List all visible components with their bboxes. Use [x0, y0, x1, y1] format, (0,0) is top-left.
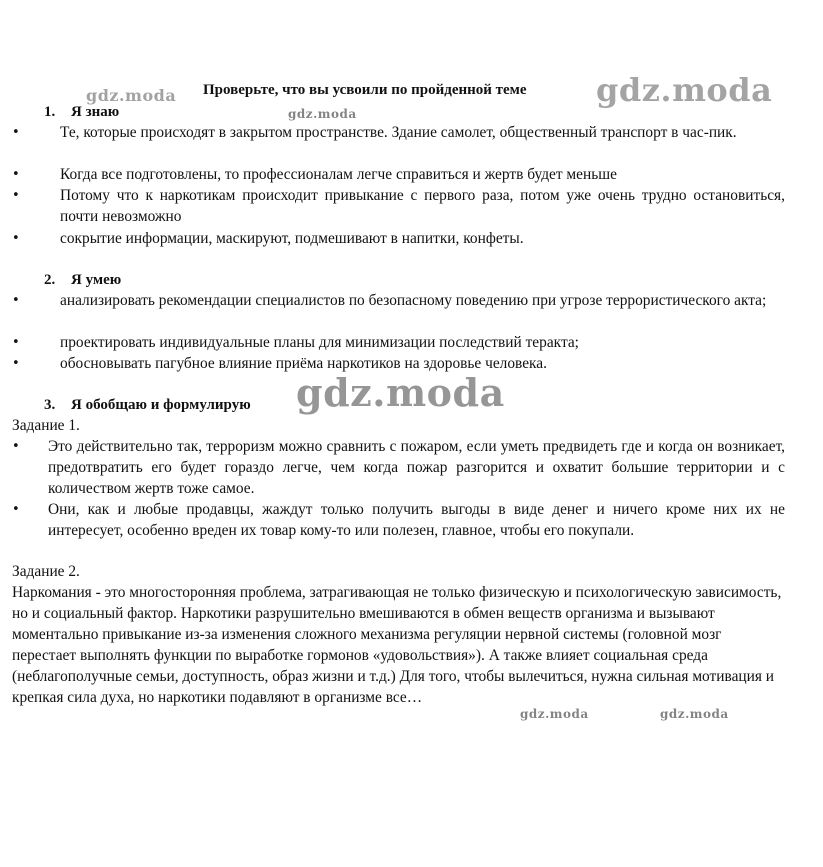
page-title: Проверьте, что вы усвоили по пройденной теме [203, 82, 527, 98]
list-item: • обосновывать пагубное влияние приёма наркотиков на здоровье человека. [12, 355, 547, 372]
bullet-icon: • [12, 356, 20, 371]
section-number: 2. [44, 272, 56, 288]
bullet-icon: • [12, 293, 20, 308]
list-item: • Это действительно так, терроризм можно сравнить с пожаром, если уметь предвидеть где и когда он возникает, предотвратить его будет гораздо легче, чем когда пожар разгорится и охватит большие территории и с количеством жертв тоже самое. [12, 438, 785, 497]
task1-label: Задание 1. [12, 417, 80, 434]
section-title: Я обобщаю и формулирую [71, 397, 251, 413]
section-can-heading [44, 270, 121, 291]
watermark: gdz.moda [660, 707, 729, 721]
bullet-icon: • [12, 335, 20, 350]
bullet-icon: • [12, 167, 20, 182]
bullet-icon: • [12, 188, 20, 203]
watermark: gdz.moda [296, 370, 505, 415]
watermark: gdz.moda [288, 107, 357, 121]
watermark: gdz.moda [86, 86, 177, 105]
section-title: Я умею [71, 272, 122, 288]
section-title: Я знаю [71, 104, 120, 120]
bullet-icon: • [12, 231, 20, 246]
list-item: • Они, как и любые продавцы, жаждут только получить выгоды в виде денег и ничего кроме них их не интересует, особенно вреден их товар кому-то или полезен, главное, чтобы его покупали. [12, 501, 785, 539]
task2-paragraph: Наркомания - это многосторонняя проблема, затрагивающая не только физическую и психологическую зависимость, но и социальный фактор. Наркотики разрушительно вмешиваются в обмен веществ организма и вызывают моментально привыкание из-за изменения сложного механизма регуляции нервной системы (головной мозг перестает выполнять функции по выработке гормонов «удовольствия»). А также влияет социальная среда (неблагополучные семьи, доступность, образ жизни и т.д.) Для того, чтобы вылечиться, нужна сильная мотивация и крепкая сила духа, но наркотики подавляют в организме все… [12, 584, 782, 706]
section-number: 1. [44, 104, 56, 120]
section-know-heading [44, 102, 119, 123]
task2-label: Задание 2. [12, 563, 80, 580]
list-item: • Когда все подготовлены, то профессионалам легче справиться и жертв будет меньше [12, 166, 617, 183]
list-item: • Те, которые происходят в закрытом пространстве. Здание самолет, общественный транспорт в час-пик. [12, 124, 737, 141]
section-generalize-heading [44, 395, 251, 416]
list-item: • анализировать рекомендации специалистов по безопасному поведению при угрозе террористического акта; [12, 292, 767, 309]
watermark: gdz.moda [520, 707, 589, 721]
list-item: • проектировать индивидуальные планы для минимизации последствий теракта; [12, 334, 579, 351]
watermark: gdz.moda [596, 71, 773, 109]
bullet-icon: • [12, 502, 20, 517]
bullet-icon: • [12, 125, 20, 140]
section-number: 3. [44, 397, 56, 413]
bullet-icon: • [12, 439, 20, 454]
list-item: • Потому что к наркотикам происходит привыкание с первого раза, потом уже очень трудно остановиться, почти невозможно [12, 187, 785, 225]
list-item: • сокрытие информации, маскируют, подмешивают в напитки, конфеты. [12, 230, 524, 247]
